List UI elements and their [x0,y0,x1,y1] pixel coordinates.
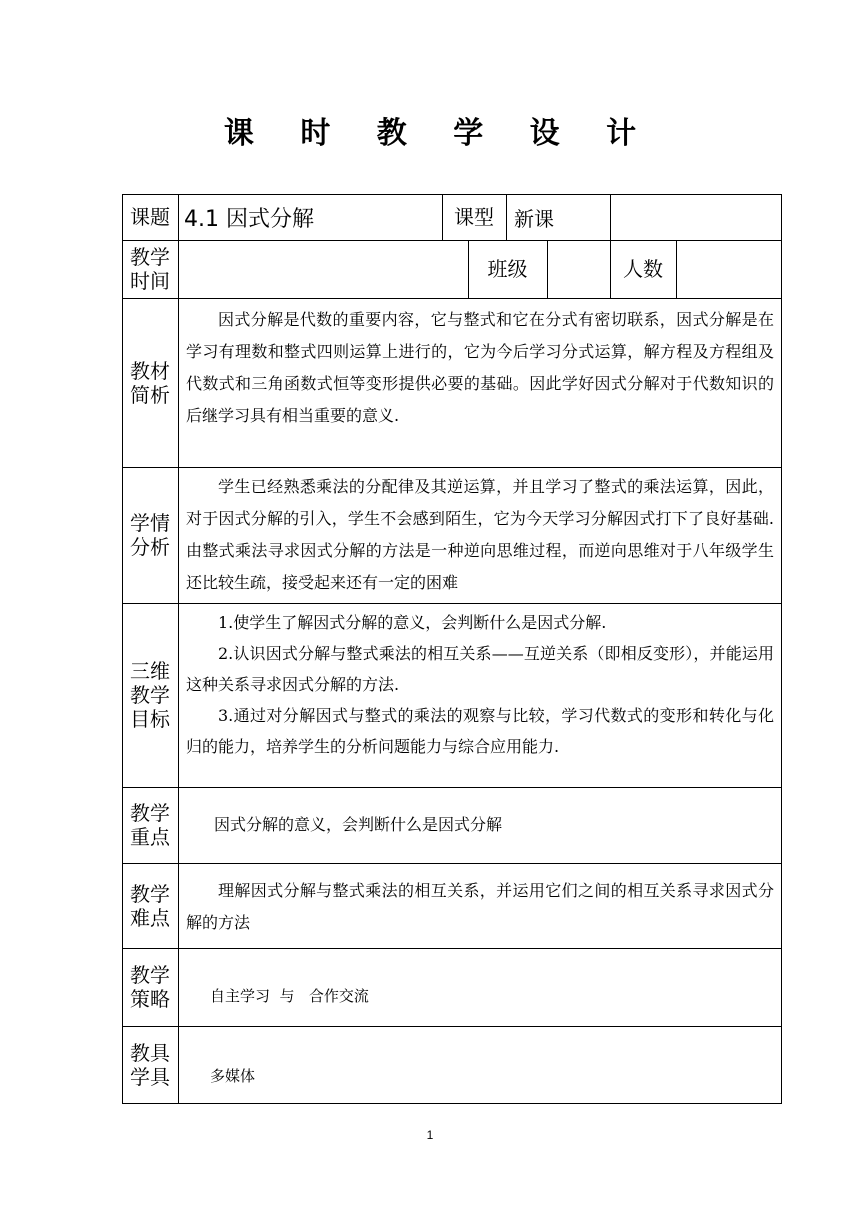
topic-label: 课题 [130,205,170,229]
goal-item: 3.通过对分解因式与整式的乘法的观察与比较，学习代数式的变形和转化与化归的能力，培养学生的分析问题能力与综合应用能力. [186,706,774,756]
student-analysis-label: 学情分析 [130,511,170,559]
class-label: 班级 [487,257,528,281]
difficulties-label: 教学难点 [130,881,170,930]
teaching-goals-list [186,603,774,762]
strategy-label: 教学策略 [130,963,170,1011]
lesson-type-value: 新课 [514,206,554,231]
key-points-text: 因式分解的意义，会判断什么是因式分解 [214,815,503,834]
topic-value: 4.1 因式分解 [184,206,314,232]
lesson-type-label: 课型 [454,205,494,229]
tools-text: 多媒体 [210,1067,256,1085]
key-points-label: 教学重点 [130,801,170,849]
student-count-label: 人数 [623,257,663,281]
difficulties-text: 理解因式分解与整式乘法的相互关系，并运用它们之间的相互关系寻求因式分解的方法 [186,881,774,932]
page-number: 1 [426,1128,434,1142]
material-analysis-label: 教材简析 [130,358,170,407]
teaching-time-label: 教学时间 [130,245,170,293]
goal-item: 2.认识因式分解与整式乘法的相互关系——互逆关系（即相反变形），并能运用这种关系寻求因式分解的方法. [186,644,774,694]
material-analysis-text: 因式分解是代数的重要内容，它与整式和它在分式有密切联系，因式分解是在学习有理数和整式四则运算上进行的，它为今后学习分式运算，解方程及方程组及代数式和三角函数式恒等变形提供必要的基础。因此学好因式分解对于代数知识的后继学习具有相当重要的意义. [186,310,774,425]
student-analysis-text: 学生已经熟悉乘法的分配律及其逆运算，并且学习了整式的乘法运算，因此，对于因式分解的引入，学生不会感到陌生，它为今天学习分解因式打下了良好基础. 由整式乘法寻求因式分解的方法是一种逆向思维过程，而逆向思维对于八年级学生还比较生疏，接受起来还有一定的困难 [186,477,774,592]
lesson-plan-table [122,194,782,1104]
strategy-text: 自主学习 与 合作交流 [210,987,369,1005]
goal-item: 1.使学生了解因式分解的意义，会判断什么是因式分解. [218,613,607,632]
document-title: 课 时 教 学 设 计 [223,116,655,151]
teaching-goals-label: 三维教学目标 [130,659,170,731]
tools-label: 教具学具 [130,1040,170,1089]
